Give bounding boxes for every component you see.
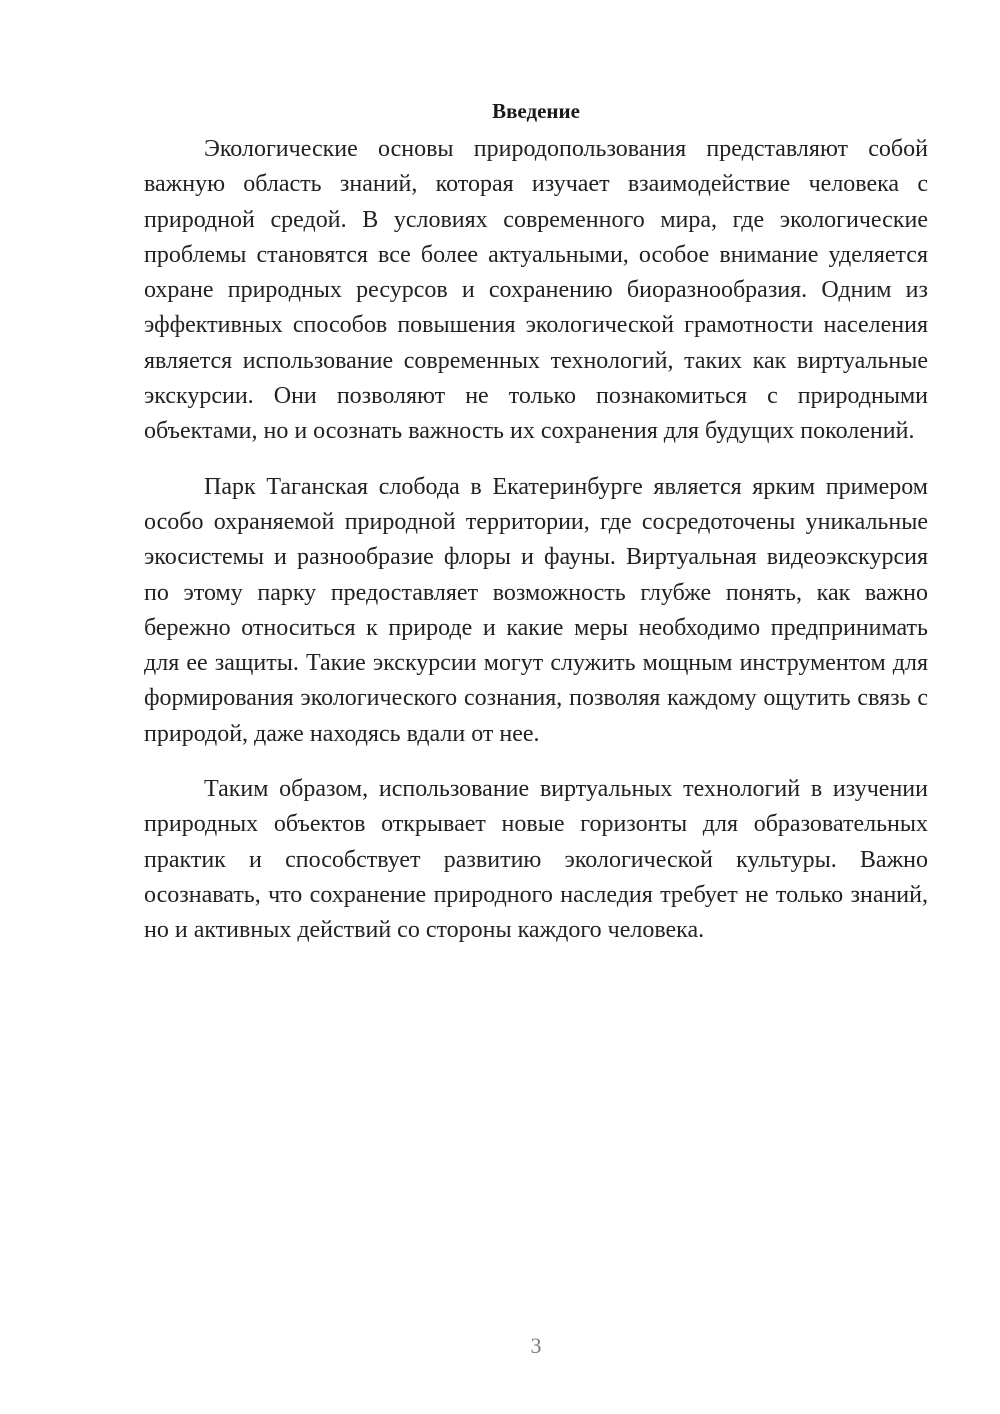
section-title: Введение bbox=[492, 99, 580, 123]
paragraph-1: Экологические основы природопользования представляют собой важную область знаний, которая изучает взаимодействие человека с природной средой. В условиях современного мира, где экологические проблемы становятся все более актуальными, особое внимание уделяется охране природных ресурсов и сохранению биоразнообразия. Одним из эффективных способов повышения экологической грамотности населения является использование современных технологий, таких как виртуальные экскурсии. Они позволяют не только познакомиться с природными объектами, но и осознать важность их сохранения для будущих поколений. bbox=[144, 136, 928, 445]
paragraph-3: Таким образом, использование виртуальных технологий в изучении природных объектов открывает новые горизонты для образовательных практик и способствует развитию экологической культуры. Важно осознавать, что сохранение природного наследия требует не только знаний, но и активных действий со стороны каждого человека. bbox=[144, 776, 928, 944]
paragraph-2: Парк Таганская слобода в Екатеринбурге является ярким примером особо охраняемой природной территории, где сосредоточены уникальные экосистемы и разнообразие флоры и фауны. Виртуальная видеоэкскурсия по этому парку предоставляет возможность глубже понять, как важно бережно относиться к природе и какие меры необходимо предпринимать для ее защиты. Такие экскурсии могут служить мощным инструментом для формирования экологического сознания, позволяя каждому ощутить связь с природой, даже находясь вдали от нее. bbox=[144, 473, 928, 747]
page-number: 3 bbox=[530, 1333, 542, 1358]
page-content bbox=[144, 94, 928, 949]
